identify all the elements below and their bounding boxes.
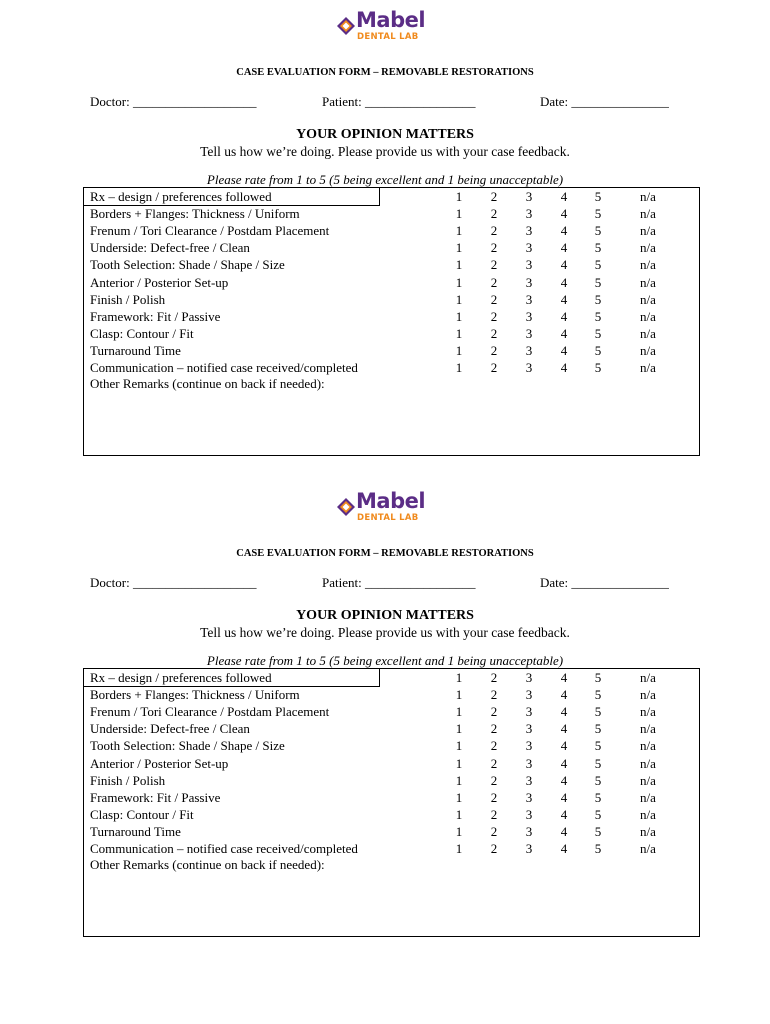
rating-option-4[interactable]: 4	[560, 223, 568, 239]
rating-row	[84, 686, 699, 703]
rating-option-5[interactable]: 5	[594, 189, 602, 204]
patient-field[interactable]: Patient: _________________	[322, 575, 476, 590]
rating-option-5[interactable]: 5	[594, 841, 602, 856]
rating-option-4[interactable]: 4	[560, 257, 568, 273]
rating-option-3[interactable]: 3	[525, 360, 533, 375]
rating-option-4[interactable]: 4	[560, 789, 568, 805]
criterion-label: Anterior / Posterior Set-up	[90, 755, 229, 771]
rating-option-4[interactable]: 4	[560, 189, 568, 204]
rating-table	[83, 668, 700, 937]
criterion-label: Borders + Flanges: Thickness / Uniform	[90, 206, 300, 222]
rating-option-1[interactable]: 1	[455, 360, 463, 375]
rating-option-5[interactable]: 5	[594, 772, 602, 788]
date-field[interactable]: Date: _______________	[540, 575, 669, 590]
rating-option-5[interactable]: 5	[594, 721, 602, 737]
rating-option-2[interactable]: 2	[490, 841, 498, 856]
rating-option-5[interactable]: 5	[594, 257, 602, 273]
rating-option-na[interactable]: n/a	[640, 841, 656, 856]
rating-option-na[interactable]: n/a	[640, 789, 656, 805]
criterion-label: Framework: Fit / Passive	[90, 308, 221, 324]
rating-option-4[interactable]: 4	[560, 325, 568, 341]
rating-option-2[interactable]: 2	[490, 704, 498, 720]
rating-option-na[interactable]: n/a	[640, 342, 656, 358]
rating-option-4[interactable]: 4	[560, 704, 568, 720]
criterion-label: Tooth Selection: Shade / Shape / Size	[90, 738, 285, 754]
rating-option-5[interactable]: 5	[594, 670, 602, 685]
rating-option-1[interactable]: 1	[455, 325, 463, 341]
rating-option-1[interactable]: 1	[455, 806, 463, 822]
rating-option-3[interactable]: 3	[525, 274, 533, 290]
rating-option-3[interactable]: 3	[525, 704, 533, 720]
rating-option-3[interactable]: 3	[525, 772, 533, 788]
rating-option-3[interactable]: 3	[525, 189, 533, 204]
rating-option-1[interactable]: 1	[455, 721, 463, 737]
rating-row	[84, 772, 699, 789]
rating-option-4[interactable]: 4	[560, 738, 568, 754]
rating-row	[84, 291, 699, 308]
rating-option-na[interactable]: n/a	[640, 755, 656, 771]
rating-option-na[interactable]: n/a	[640, 325, 656, 341]
criterion-label: Frenum / Tori Clearance / Postdam Placement	[90, 704, 330, 720]
rating-option-4[interactable]: 4	[560, 687, 568, 703]
rating-option-2[interactable]: 2	[490, 823, 498, 839]
rating-option-1[interactable]: 1	[455, 823, 463, 839]
rating-option-2[interactable]: 2	[490, 806, 498, 822]
rating-option-4[interactable]: 4	[560, 755, 568, 771]
rating-row	[84, 308, 699, 325]
rating-option-3[interactable]: 3	[525, 687, 533, 703]
rating-option-4[interactable]: 4	[560, 772, 568, 788]
rating-option-3[interactable]: 3	[525, 823, 533, 839]
rating-option-na[interactable]: n/a	[640, 206, 656, 222]
rating-row	[84, 239, 699, 256]
rating-option-2[interactable]: 2	[490, 721, 498, 737]
doctor-field[interactable]: Doctor: ___________________	[90, 94, 257, 109]
rating-option-1[interactable]: 1	[455, 841, 463, 856]
criterion-label: Rx – design / preferences followed	[90, 670, 272, 685]
criterion-label: Finish / Polish	[90, 291, 166, 307]
rating-option-1[interactable]: 1	[455, 772, 463, 788]
rating-row	[84, 755, 699, 772]
rating-row	[84, 669, 656, 687]
rating-option-4[interactable]: 4	[560, 841, 568, 856]
rating-table	[83, 187, 700, 456]
criterion-label: Communication – notified case received/completed	[90, 360, 358, 375]
rating-option-3[interactable]: 3	[525, 841, 533, 856]
rating-option-2[interactable]: 2	[490, 291, 498, 307]
rating-row	[84, 188, 656, 206]
rating-option-3[interactable]: 3	[525, 789, 533, 805]
rating-option-5[interactable]: 5	[594, 206, 602, 222]
mabel-dental-lab-logo	[337, 489, 437, 529]
rating-option-2[interactable]: 2	[490, 789, 498, 805]
rating-option-1[interactable]: 1	[455, 240, 463, 256]
logo-subtitle: DENTAL LAB	[357, 32, 419, 42]
logo-diamond-icon	[337, 17, 355, 35]
rating-option-2[interactable]: 2	[490, 670, 498, 685]
doctor-field[interactable]: Doctor: ___________________	[90, 575, 257, 590]
rating-option-4[interactable]: 4	[560, 291, 568, 307]
rating-option-4[interactable]: 4	[560, 274, 568, 290]
rating-option-1[interactable]: 1	[455, 755, 463, 771]
rating-option-na[interactable]: n/a	[640, 687, 656, 703]
rating-option-3[interactable]: 3	[525, 223, 533, 239]
rating-option-2[interactable]: 2	[490, 274, 498, 290]
rating-row	[84, 720, 699, 737]
rating-option-3[interactable]: 3	[525, 291, 533, 307]
patient-field[interactable]: Patient: _________________	[322, 94, 476, 109]
rating-option-5[interactable]: 5	[594, 687, 602, 703]
rating-option-1[interactable]: 1	[455, 704, 463, 720]
rating-row	[84, 205, 699, 222]
rating-option-1[interactable]: 1	[455, 670, 463, 685]
criterion-label: Turnaround Time	[90, 342, 181, 358]
criterion-label: Tooth Selection: Shade / Shape / Size	[90, 257, 285, 273]
rating-option-na[interactable]: n/a	[640, 721, 656, 737]
rating-option-3[interactable]: 3	[525, 806, 533, 822]
rating-instructions: Please rate from 1 to 5 (5 being excellent and 1 being unacceptable)	[206, 172, 564, 187]
rating-option-2[interactable]: 2	[490, 738, 498, 754]
criterion-label: Framework: Fit / Passive	[90, 789, 221, 805]
rating-option-2[interactable]: 2	[490, 189, 498, 204]
mabel-dental-lab-logo	[337, 8, 437, 48]
logo-name: Mabel	[356, 489, 426, 513]
criterion-label: Communication – notified case received/completed	[90, 841, 358, 856]
rating-option-5[interactable]: 5	[594, 291, 602, 307]
rating-option-3[interactable]: 3	[525, 308, 533, 324]
feedback-subheading: Tell us how we’re doing. Please provide us with your case feedback.	[200, 144, 570, 159]
rating-option-4[interactable]: 4	[560, 823, 568, 839]
rating-option-1[interactable]: 1	[455, 223, 463, 239]
rating-option-5[interactable]: 5	[594, 308, 602, 324]
rating-option-1[interactable]: 1	[455, 789, 463, 805]
rating-option-3[interactable]: 3	[525, 738, 533, 754]
rating-option-2[interactable]: 2	[490, 257, 498, 273]
criterion-label: Finish / Polish	[90, 772, 166, 788]
rating-row	[84, 840, 699, 857]
criterion-label: Frenum / Tori Clearance / Postdam Placement	[90, 223, 330, 239]
rating-option-4[interactable]: 4	[560, 806, 568, 822]
rating-option-3[interactable]: 3	[525, 670, 533, 685]
logo-name: Mabel	[356, 8, 426, 32]
other-remarks-label: Other Remarks (continue on back if needed):	[90, 857, 325, 872]
rating-option-1[interactable]: 1	[455, 342, 463, 358]
rating-option-1[interactable]: 1	[455, 738, 463, 754]
rating-row	[84, 274, 699, 291]
form-title: CASE EVALUATION FORM – REMOVABLE RESTORATIONS	[236, 548, 534, 559]
rating-option-na[interactable]: n/a	[640, 291, 656, 307]
rating-option-na[interactable]: n/a	[640, 257, 656, 273]
rating-option-5[interactable]: 5	[594, 806, 602, 822]
logo-subtitle: DENTAL LAB	[357, 513, 419, 523]
rating-option-na[interactable]: n/a	[640, 360, 656, 375]
rating-option-na[interactable]: n/a	[640, 823, 656, 839]
criterion-label: Turnaround Time	[90, 823, 181, 839]
rating-option-3[interactable]: 3	[525, 206, 533, 222]
rating-option-1[interactable]: 1	[455, 206, 463, 222]
criterion-label: Anterior / Posterior Set-up	[90, 274, 229, 290]
rating-option-4[interactable]: 4	[560, 670, 568, 685]
other-remarks-label: Other Remarks (continue on back if needed):	[90, 376, 325, 391]
rating-option-3[interactable]: 3	[525, 755, 533, 771]
rating-option-2[interactable]: 2	[490, 223, 498, 239]
rating-option-na[interactable]: n/a	[640, 189, 656, 204]
rating-option-na[interactable]: n/a	[640, 772, 656, 788]
rating-option-3[interactable]: 3	[525, 240, 533, 256]
rating-option-3[interactable]: 3	[525, 342, 533, 358]
rating-option-4[interactable]: 4	[560, 342, 568, 358]
rating-option-na[interactable]: n/a	[640, 670, 656, 685]
rating-option-4[interactable]: 4	[560, 721, 568, 737]
rating-option-5[interactable]: 5	[594, 360, 602, 375]
rating-option-5[interactable]: 5	[594, 240, 602, 256]
rating-option-5[interactable]: 5	[594, 704, 602, 720]
rating-option-5[interactable]: 5	[594, 755, 602, 771]
logo-diamond-icon	[337, 498, 355, 516]
criterion-label: Borders + Flanges: Thickness / Uniform	[90, 687, 300, 703]
rating-row	[84, 359, 699, 376]
rating-option-na[interactable]: n/a	[640, 704, 656, 720]
rating-option-5[interactable]: 5	[594, 789, 602, 805]
criterion-label: Rx – design / preferences followed	[90, 189, 272, 204]
rating-option-na[interactable]: n/a	[640, 308, 656, 324]
rating-option-3[interactable]: 3	[525, 325, 533, 341]
rating-option-4[interactable]: 4	[560, 360, 568, 375]
criterion-label: Clasp: Contour / Fit	[90, 325, 194, 341]
rating-row	[84, 342, 699, 359]
rating-option-1[interactable]: 1	[455, 308, 463, 324]
criterion-label: Clasp: Contour / Fit	[90, 806, 194, 822]
criterion-label: Underside: Defect-free / Clean	[90, 240, 250, 256]
rating-option-2[interactable]: 2	[490, 687, 498, 703]
rating-option-4[interactable]: 4	[560, 206, 568, 222]
rating-option-2[interactable]: 2	[490, 360, 498, 375]
rating-option-2[interactable]: 2	[490, 325, 498, 341]
criterion-label: Underside: Defect-free / Clean	[90, 721, 250, 737]
evaluation-form-1	[0, 8, 770, 482]
opinion-heading: YOUR OPINION MATTERS	[296, 608, 474, 623]
rating-option-1[interactable]: 1	[455, 189, 463, 204]
rating-option-5[interactable]: 5	[594, 738, 602, 754]
rating-option-2[interactable]: 2	[490, 755, 498, 771]
date-field[interactable]: Date: _______________	[540, 94, 669, 109]
rating-row	[84, 737, 699, 754]
rating-option-1[interactable]: 1	[455, 274, 463, 290]
rating-row	[84, 222, 699, 239]
rating-option-1[interactable]: 1	[455, 687, 463, 703]
rating-option-2[interactable]: 2	[490, 342, 498, 358]
feedback-subheading: Tell us how we’re doing. Please provide us with your case feedback.	[200, 625, 570, 640]
opinion-heading: YOUR OPINION MATTERS	[296, 127, 474, 142]
rating-option-2[interactable]: 2	[490, 240, 498, 256]
evaluation-form-2	[0, 489, 770, 963]
rating-row	[84, 256, 699, 273]
rating-option-na[interactable]: n/a	[640, 274, 656, 290]
rating-option-5[interactable]: 5	[594, 274, 602, 290]
rating-row	[84, 823, 699, 840]
rating-option-1[interactable]: 1	[455, 257, 463, 273]
form-title: CASE EVALUATION FORM – REMOVABLE RESTORATIONS	[236, 67, 534, 78]
rating-option-3[interactable]: 3	[525, 257, 533, 273]
rating-option-5[interactable]: 5	[594, 223, 602, 239]
rating-instructions: Please rate from 1 to 5 (5 being excellent and 1 being unacceptable)	[206, 653, 564, 668]
rating-option-5[interactable]: 5	[594, 342, 602, 358]
rating-option-5[interactable]: 5	[594, 823, 602, 839]
rating-option-na[interactable]: n/a	[640, 806, 656, 822]
rating-option-1[interactable]: 1	[455, 291, 463, 307]
rating-option-na[interactable]: n/a	[640, 738, 656, 754]
rating-row	[84, 789, 699, 806]
rating-option-2[interactable]: 2	[490, 772, 498, 788]
rating-row	[84, 703, 699, 720]
rating-option-2[interactable]: 2	[490, 308, 498, 324]
rating-option-na[interactable]: n/a	[640, 240, 656, 256]
rating-option-3[interactable]: 3	[525, 721, 533, 737]
rating-row	[84, 325, 699, 342]
rating-option-na[interactable]: n/a	[640, 223, 656, 239]
rating-row	[84, 806, 699, 823]
rating-option-4[interactable]: 4	[560, 240, 568, 256]
rating-option-2[interactable]: 2	[490, 206, 498, 222]
rating-option-5[interactable]: 5	[594, 325, 602, 341]
rating-option-4[interactable]: 4	[560, 308, 568, 324]
